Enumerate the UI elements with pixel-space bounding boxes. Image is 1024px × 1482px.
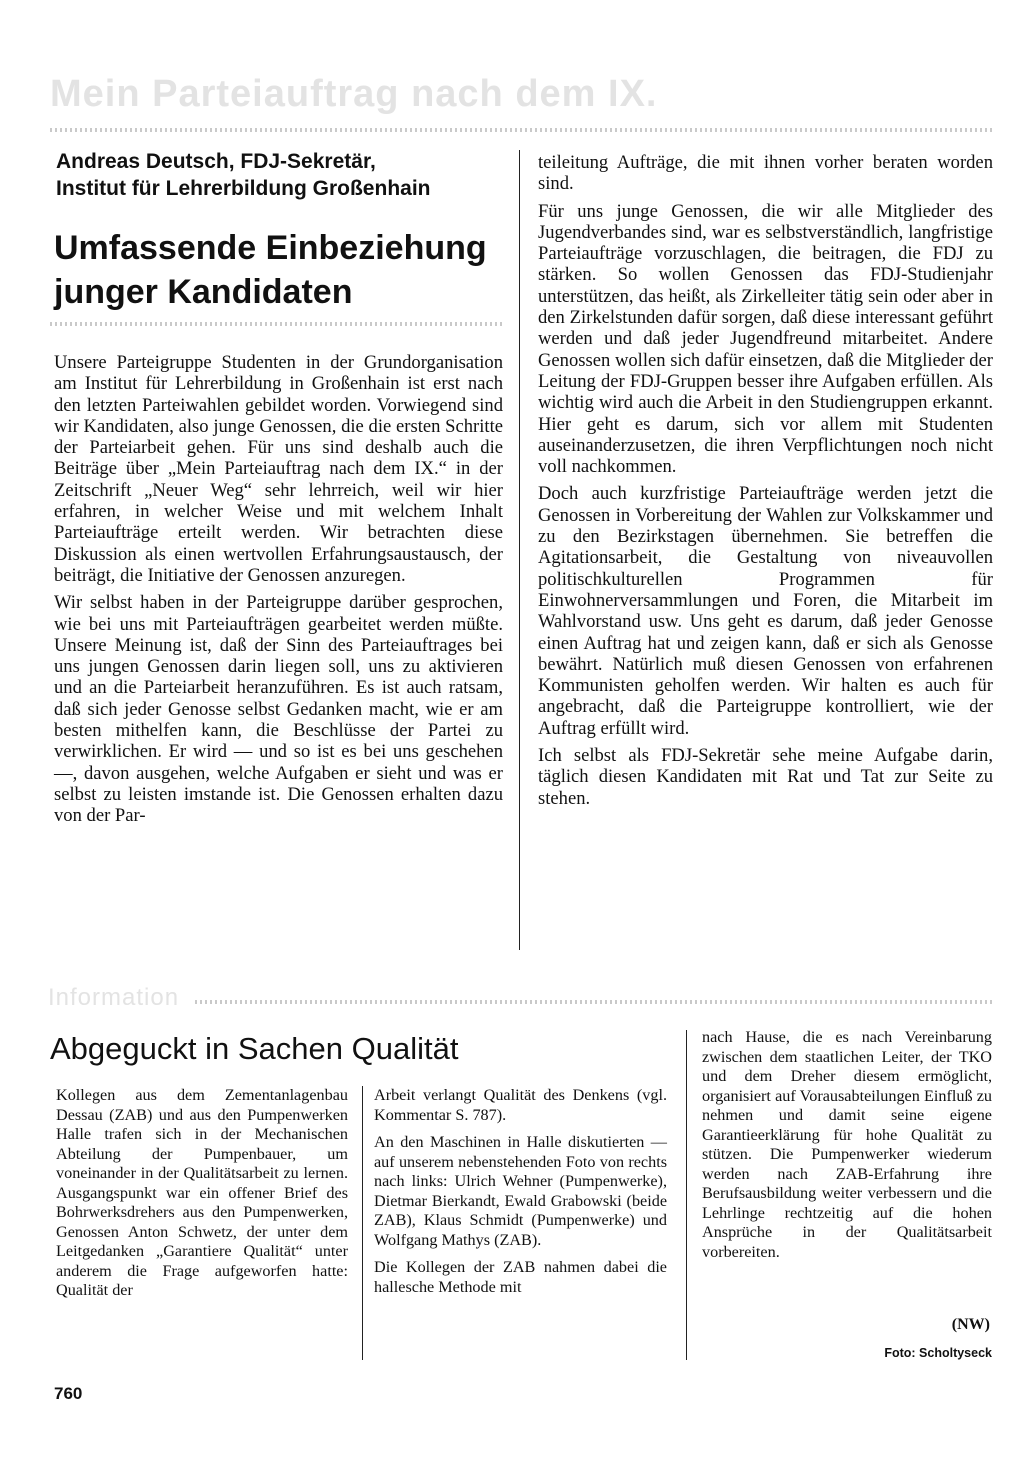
- article1-column-2: [538, 152, 993, 809]
- paragraph: Für uns junge Genossen, die wir alle Mitglieder des Jugendverbandes sind, war es selbstverständlich, langfristige Parteiaufträge vorzuschlagen, die beitragen, die FDJ zu stärken. So wollen Genossen das FDJ-Studienjahr unterstützen, das heißt, als Zirkelleiter tätig sein oder aber in den Zirkelstunden dafür sorgen, daß diese interessant geführt werden und daß jeder Jugendfreund mitarbeitet. Andere Genossen wollen sich dafür einsetzen, daß die Mitglieder der Leitung der FDJ-Gruppen besser ihre Aufgaben erfüllen. Als wichtig wird auch die Arbeit in den Studiengruppen erkannt. Hier geht es darum, sich vor allem mit Studenten auseinanderzusetzen, die ihren Verpflichtungen noch nicht voll nachkommen.: [538, 200, 993, 478]
- paragraph: Doch auch kurzfristige Parteiaufträge werden jetzt die Genossen in Vorbereitung der Wahlen zur Volkskammer und zu den Bezirkstagen übernehmen. Sie betreffen die Agitationsarbeit, die Gestaltung von niveauvollen politischkulturellen Programmen für Einwohnerversammlungen und Foren, die Mitarbeit im Wahlvorstand usw. Uns geht es darum, daß jeder Genosse einen Auftrag hat und zeigen kann, daß er sich als Genosse bewährt. Natürlich muß diesen Genossen von erfahrenen Kommunisten geholfen werden. Wir halten es auch für angebracht, daß die Parteigruppe kontrolliert, wie der Auftrag erfüllt wird.: [538, 483, 993, 739]
- paragraph: teileitung Aufträge, die mit ihnen vorher beraten worden sind.: [538, 152, 993, 195]
- article-title-line2: junger Kandidaten: [54, 273, 353, 311]
- article1-column-1: [54, 352, 503, 827]
- column-divider: [686, 1030, 687, 1360]
- series-title: Mein Parteiauftrag nach dem IX.: [50, 73, 658, 115]
- column-divider: [519, 150, 520, 950]
- author-name: Andreas Deutsch, FDJ-Sekretär,: [56, 150, 376, 173]
- paragraph: Arbeit verlangt Qualität des Denkens (vgl. Kommentar S. 787).: [374, 1086, 667, 1124]
- photo-credit: Foto: Scholtyseck: [884, 1346, 992, 1360]
- author-byline: [56, 148, 506, 202]
- paragraph: Ich selbst als FDJ-Sekretär sehe meine Aufgabe darin, täglich diesen Kandidaten mit Rat und Tat zur Seite zu stehen.: [538, 745, 993, 809]
- paragraph: Kollegen aus dem Zementanlagenbau Dessau (ZAB) und aus den Pumpenwerken Halle trafen sich in der Mechanischen Abteilung der Pumpenbauer, um voneinander in der Qualitätsarbeit zu lernen. Ausgangspunkt war ein offener Brief des Bohrwerksdrehers aus den Pumpenwerken, Genossen Anton Schwetz, der unter dem Leitgedanken „Garantiere Qualität“ unter anderem die Frage aufgeworfen hatte: Qualität der: [56, 1086, 348, 1299]
- paragraph: Die Kollegen der ZAB nahmen dabei die hallesche Methode mit: [374, 1258, 667, 1296]
- information-rule: [195, 1000, 992, 1004]
- article2-title: Abgeguckt in Sachen Qualität: [50, 1031, 459, 1066]
- article-title-line1: Umfassende Einbeziehung: [54, 229, 487, 267]
- page-number: 760: [54, 1384, 83, 1403]
- author-signature: (NW): [951, 1316, 990, 1333]
- title-rule: [50, 322, 502, 326]
- article2-column-2: [374, 1086, 667, 1297]
- article2-column-1: [56, 1086, 348, 1301]
- information-label: Information: [48, 984, 180, 1011]
- paragraph: An den Maschinen in Halle diskutierten — auf unserem nebenstehenden Foto von rechts nach links: Ulrich Wehner (Pumpenwerke), Dietmar Bierkandt, Ewald Grabowski (beide ZAB), Klaus Schmidt (Pumpenwerke) und Wolfgang Mathys (ZAB).: [374, 1133, 667, 1249]
- author-institute: Institut für Lehrerbildung Großenhain: [56, 177, 431, 200]
- article2-column-3: [702, 1028, 992, 1262]
- column-divider: [362, 1086, 363, 1360]
- paragraph: nach Hause, die es nach Vereinbarung zwischen dem staatlichen Leiter, der TKO und dem Dreher diesem ermöglicht, organisiert auf Vorausabteilungen Einfluß zu nehmen und damit seine eigene Garantieerklärung für hohe Qualität zu stützen. Die Pumpenwerker wiederum werden nach ZAB-Erfahrung ihre Berufsausbildung weiter verbessern und die Lehrlinge rechtzeitig auf die hohen Ansprüche in der Qualitätsarbeit vorbereiten.: [702, 1028, 992, 1261]
- paragraph: Wir selbst haben in der Parteigruppe darüber gesprochen, wie bei uns mit Parteiaufträgen gearbeitet werden müßte. Unsere Meinung ist, daß der Sinn des Parteiauftrages bei uns jungen Genossen darin liegen soll, uns zu aktivieren und an die Parteiarbeit heranzuführen. Es ist auch ratsam, daß sich jeder Genosse selbst Gedanken macht, wie er am besten mithelfen kann, die Beschlüsse der Partei zu verwirklichen. Er wird — und so ist es bei uns geschehen —, davon ausgehen, welche Aufgaben er sieht und was er selbst zu leisten imstande ist. Die Genossen erhalten dazu von der Par-: [54, 592, 503, 827]
- paragraph: Unsere Parteigruppe Studenten in der Grundorganisation am Institut für Lehrerbildung in Großenhain ist erst nach den letzten Parteiwahlen gebildet worden. Vorwiegend sind wir Kandidaten, also junge Genossen, die die ersten Schritte der Parteiarbeit gehen. Für uns sind deshalb auch die Beiträge über „Mein Parteiauftrag nach dem IX.“ in der Zeitschrift „Neuer Weg“ sehr lehrreich, weil wir hier erfahren, in welcher Weise und mit welchem Inhalt Parteiaufträge erteilt werden. Wir betrachten diese Diskussion als einen wertvollen Erfahrungsaustausch, der beiträgt, die Initiative der Genossen anzuregen.: [54, 352, 503, 586]
- header-rule: [50, 128, 992, 132]
- article-title: [54, 226, 514, 314]
